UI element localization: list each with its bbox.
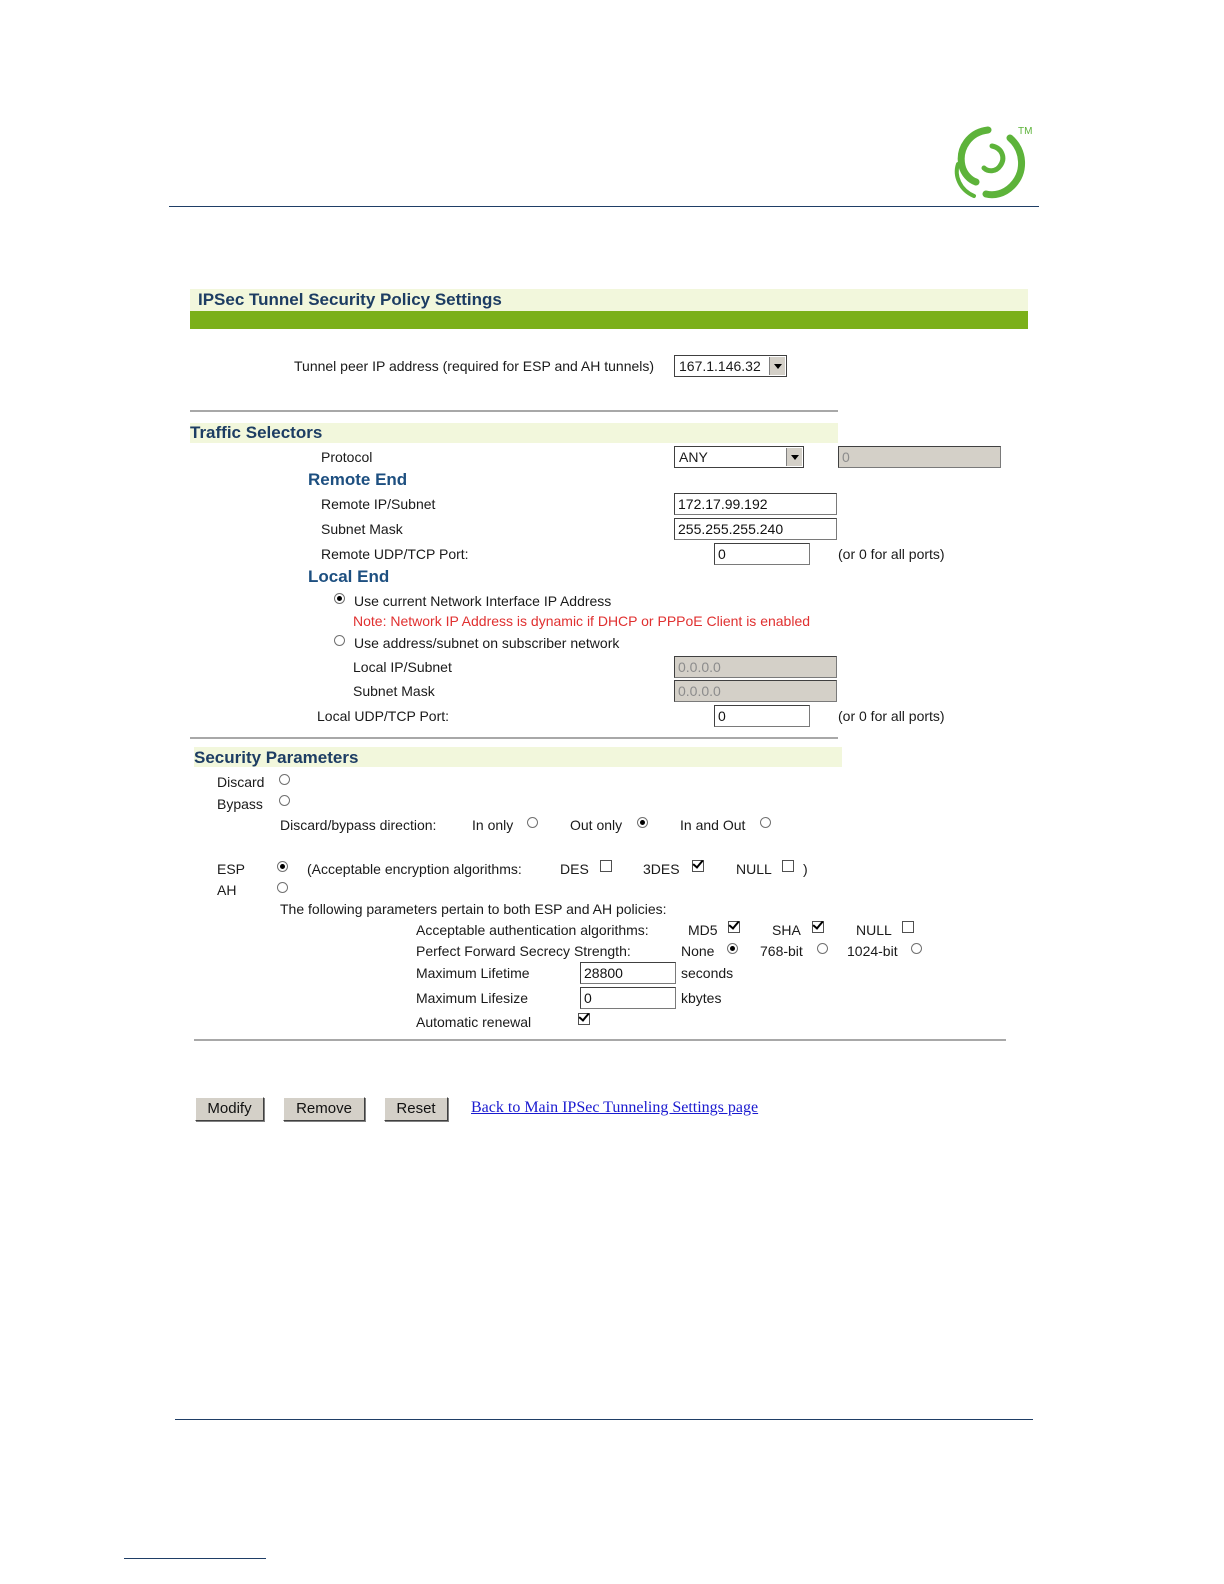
- sha-checkbox[interactable]: [812, 921, 824, 933]
- sha-label: SHA: [772, 922, 801, 938]
- auth-label: Acceptable authentication algorithms:: [416, 922, 649, 938]
- lifetime-unit: seconds: [681, 965, 734, 981]
- bypass-label: Bypass: [217, 796, 263, 812]
- protocol-value: ANY: [679, 449, 708, 465]
- panel-title: IPSec Tunnel Security Policy Settings: [198, 290, 502, 309]
- renewal-label: Automatic renewal: [416, 1014, 532, 1030]
- pfs-1024-label: 1024-bit: [847, 943, 898, 959]
- enc-null-checkbox[interactable]: [782, 860, 794, 872]
- renewal-checkbox[interactable]: [578, 1013, 590, 1025]
- local-port-hint: (or 0 for all ports): [838, 708, 945, 724]
- local-ip-field[interactable]: [674, 656, 837, 678]
- pfs-none-label: None: [681, 943, 715, 959]
- out-only-radio[interactable]: [637, 817, 648, 828]
- pfs-label: Perfect Forward Secrecy Strength:: [416, 943, 631, 959]
- ah-radio[interactable]: [277, 882, 288, 893]
- trademark-mark: TM: [1018, 126, 1033, 137]
- remote-mask-field[interactable]: [674, 518, 837, 540]
- discard-radio[interactable]: [279, 774, 290, 785]
- local-ip-label: Local IP/Subnet: [353, 659, 452, 675]
- remove-button[interactable]: Remove: [283, 1097, 365, 1121]
- des-label: DES: [560, 861, 589, 877]
- in-only-label: In only: [472, 817, 514, 833]
- local-port-label: Local UDP/TCP Port:: [317, 708, 450, 724]
- esp-label: ESP: [217, 861, 246, 877]
- discard-label: Discard: [217, 774, 265, 790]
- protocol-label: Protocol: [321, 449, 373, 465]
- pfs-none-radio[interactable]: [727, 943, 738, 954]
- use-current-ip-label: Use current Network Interface IP Address: [354, 593, 612, 609]
- use-current-ip-radio[interactable]: [334, 593, 345, 604]
- remote-mask-label: Subnet Mask: [321, 521, 403, 537]
- enc-null-label: NULL: [736, 861, 772, 877]
- in-and-out-label: In and Out: [680, 817, 746, 833]
- md5-label: MD5: [688, 922, 718, 938]
- local-port-field[interactable]: [714, 705, 810, 727]
- 3des-checkbox[interactable]: [692, 860, 704, 872]
- protocol-select[interactable]: [674, 446, 804, 468]
- md5-checkbox[interactable]: [728, 921, 740, 933]
- chevron-down-icon[interactable]: [769, 357, 785, 375]
- panel-accent-bar: [190, 311, 1028, 329]
- tunnel-peer-value: 167.1.146.32: [679, 358, 761, 374]
- logo: [948, 124, 1038, 204]
- back-to-main-link[interactable]: Back to Main IPSec Tunneling Settings page: [471, 1099, 759, 1116]
- use-subnet-label: Use address/subnet on subscriber network: [354, 635, 620, 651]
- remote-ip-field[interactable]: [674, 493, 837, 515]
- des-checkbox[interactable]: [600, 860, 612, 872]
- lifesize-label: Maximum Lifesize: [416, 990, 529, 1006]
- traffic-selectors-heading: Traffic Selectors: [190, 423, 323, 442]
- footnote-rule: [124, 1558, 266, 1559]
- pfs-1024-radio[interactable]: [911, 943, 922, 954]
- ah-label: AH: [217, 882, 237, 898]
- direction-label: Discard/bypass direction:: [280, 817, 437, 833]
- esp-radio[interactable]: [277, 861, 288, 872]
- dynamic-ip-note: Note: Network IP Address is dynamic if DHCP or PPPoE Client is enabled: [353, 613, 811, 629]
- divider: [194, 1039, 1006, 1041]
- 3des-label: 3DES: [643, 861, 680, 877]
- in-only-radio[interactable]: [527, 817, 538, 828]
- lifesize-unit: kbytes: [681, 990, 722, 1006]
- header-rule: [169, 206, 1039, 207]
- in-and-out-radio[interactable]: [760, 817, 771, 828]
- local-mask-field[interactable]: [674, 680, 837, 702]
- shared-params-note: The following parameters pertain to both ESP and AH policies:: [280, 901, 667, 917]
- enc-close-paren: ): [803, 861, 808, 877]
- pfs-768-radio[interactable]: [817, 943, 828, 954]
- remote-port-label: Remote UDP/TCP Port:: [321, 546, 469, 562]
- local-end-heading: Local End: [308, 567, 390, 586]
- auth-null-checkbox[interactable]: [902, 921, 914, 933]
- divider: [190, 737, 838, 739]
- pfs-768-label: 768-bit: [760, 943, 803, 959]
- security-heading: Security Parameters: [194, 748, 359, 767]
- remote-port-field[interactable]: [714, 543, 810, 565]
- divider: [190, 410, 838, 412]
- auth-null-label: NULL: [856, 922, 892, 938]
- local-mask-label: Subnet Mask: [353, 683, 435, 699]
- lifesize-field[interactable]: [580, 987, 676, 1009]
- remote-end-heading: Remote End: [308, 470, 408, 489]
- remote-port-hint: (or 0 for all ports): [838, 546, 945, 562]
- chevron-down-icon[interactable]: [786, 448, 802, 466]
- tunnel-peer-label: Tunnel peer IP address (required for ESP and AH tunnels): [294, 358, 655, 374]
- remote-ip-label: Remote IP/Subnet: [321, 496, 436, 512]
- tunnel-peer-select[interactable]: [674, 355, 787, 377]
- bypass-radio[interactable]: [279, 795, 290, 806]
- use-subnet-radio[interactable]: [334, 635, 345, 646]
- reset-button[interactable]: Reset: [384, 1097, 448, 1121]
- encryption-label: (Acceptable encryption algorithms:: [307, 861, 522, 877]
- lifetime-label: Maximum Lifetime: [416, 965, 530, 981]
- footer-rule: [175, 1419, 1033, 1420]
- modify-button[interactable]: Modify: [195, 1097, 264, 1121]
- protocol-number-field[interactable]: [838, 446, 1001, 468]
- lifetime-field[interactable]: [580, 962, 676, 984]
- out-only-label: Out only: [570, 817, 623, 833]
